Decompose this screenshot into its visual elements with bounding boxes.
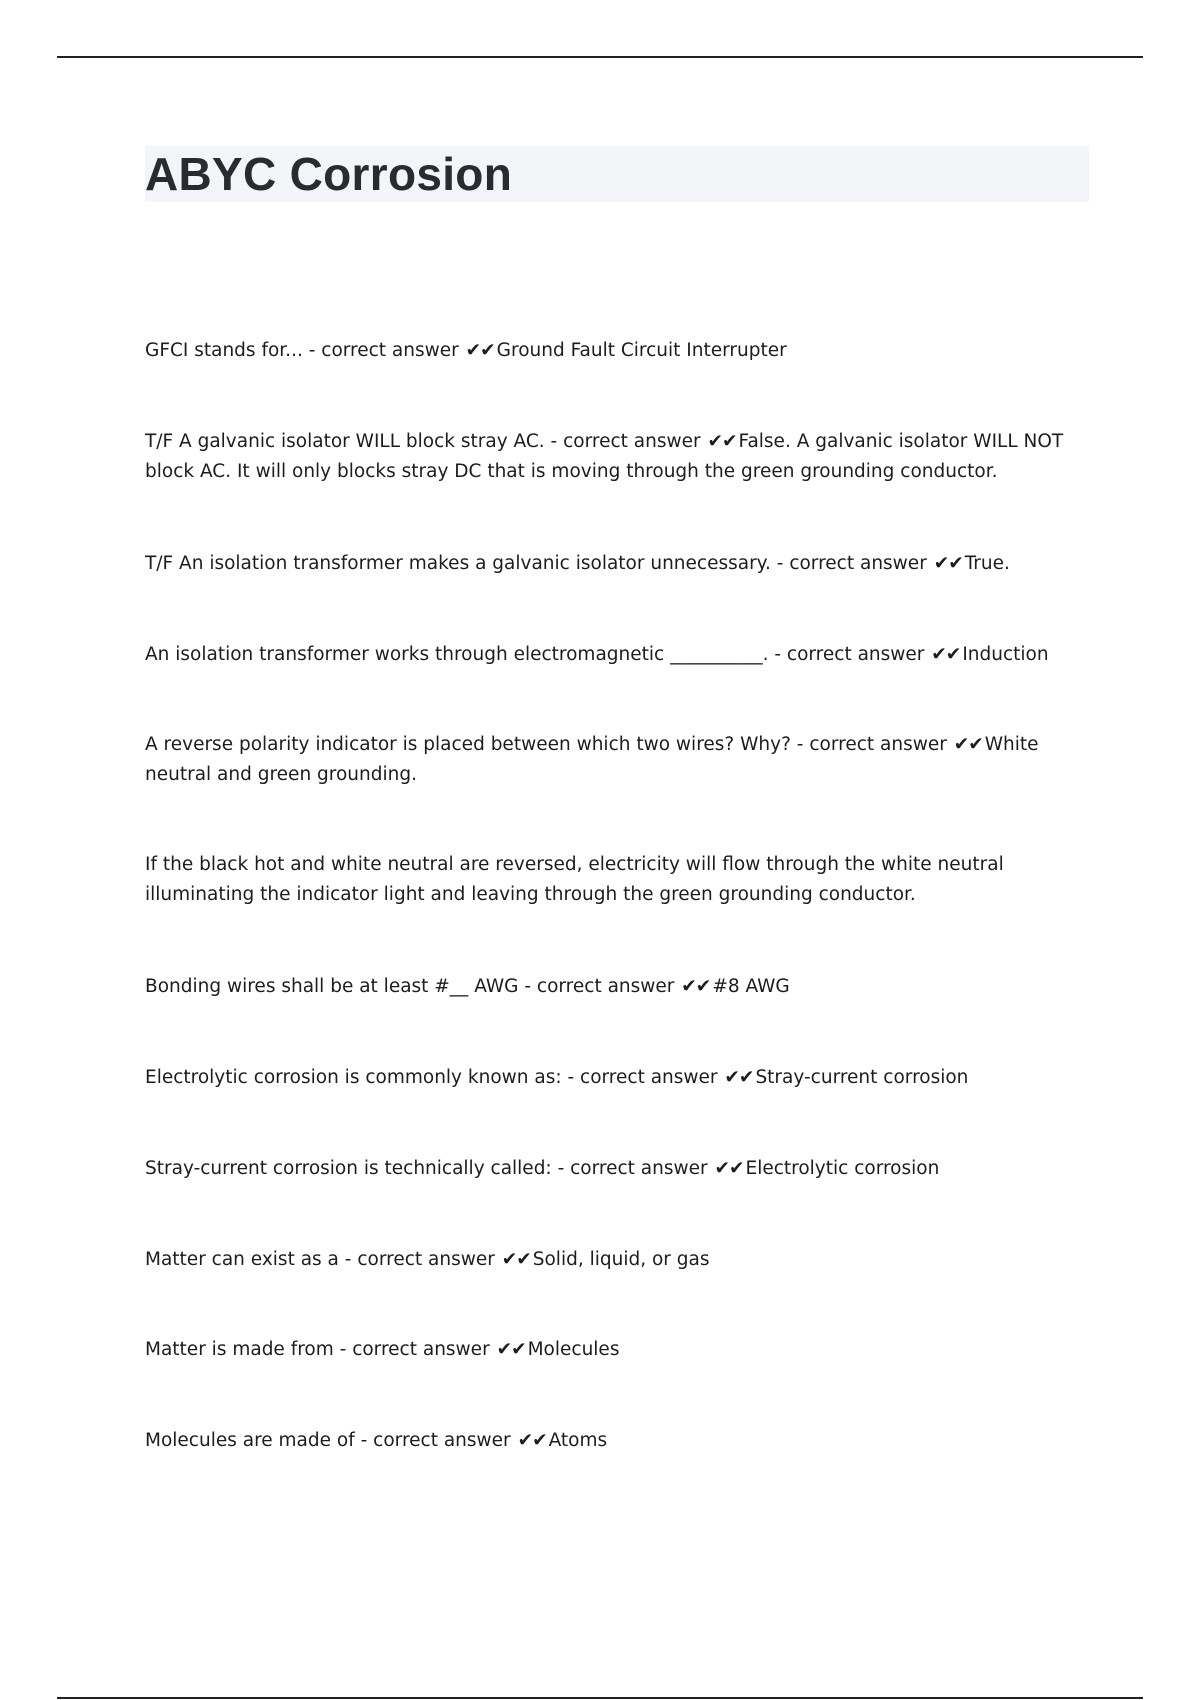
check-mark-icon: ✔✔ xyxy=(681,976,711,997)
bottom-rule xyxy=(57,1697,1143,1699)
question-text: Matter can exist as a xyxy=(145,1249,339,1270)
check-mark-icon: ✔✔ xyxy=(953,734,983,755)
check-mark-icon: ✔✔ xyxy=(496,1339,526,1360)
check-mark-icon: ✔✔ xyxy=(517,1430,547,1451)
question-text: GFCI stands for... xyxy=(145,340,303,361)
answer-text: Atoms xyxy=(548,1430,608,1451)
qa-item xyxy=(145,640,1095,670)
check-mark-icon: ✔✔ xyxy=(714,1158,744,1179)
answer-marker: - correct answer xyxy=(567,1067,718,1088)
qa-item xyxy=(145,549,1095,579)
check-mark-icon: ✔✔ xyxy=(465,340,495,361)
check-mark-icon: ✔✔ xyxy=(724,1067,754,1088)
qa-item xyxy=(145,1335,1095,1365)
qa-item xyxy=(145,730,1095,790)
answer-marker: - correct answer xyxy=(776,553,927,574)
answer-text: Induction xyxy=(962,644,1049,665)
top-rule xyxy=(57,56,1143,58)
answer-text: Solid, liquid, or gas xyxy=(532,1249,710,1270)
answer-text: White neutral and green grounding. xyxy=(145,734,1039,785)
answer-marker: - correct answer xyxy=(360,1430,511,1451)
qa-item xyxy=(145,1426,1095,1456)
qa-item xyxy=(145,1154,1095,1184)
question-text: T/F A galvanic isolator WILL block stray AC. xyxy=(145,431,545,452)
question-text: An isolation transformer works through electromagnetic __________. xyxy=(145,644,769,665)
answer-marker: - correct answer xyxy=(344,1249,495,1270)
question-text: Bonding wires shall be at least #__ AWG xyxy=(145,976,519,997)
answer-marker: - correct answer xyxy=(796,734,947,755)
answer-marker: - correct answer xyxy=(550,431,701,452)
question-text: Molecules are made of xyxy=(145,1430,355,1451)
answer-marker: - correct answer xyxy=(557,1158,708,1179)
qa-item xyxy=(145,427,1095,487)
answer-marker: - correct answer xyxy=(339,1339,490,1360)
explanation-paragraph: If the black hot and white neutral are reversed, electricity will flow through the white neutral illuminating the indicator light and leaving through the green grounding conductor. xyxy=(145,854,1004,905)
question-text: T/F An isolation transformer makes a galvanic isolator unnecessary. xyxy=(145,553,771,574)
answer-text: Electrolytic corrosion xyxy=(745,1158,940,1179)
check-mark-icon: ✔✔ xyxy=(707,431,737,452)
check-mark-icon: ✔✔ xyxy=(933,553,963,574)
answer-marker: - correct answer xyxy=(774,644,925,665)
qa-item xyxy=(145,336,1095,366)
document-title: ABYC Corrosion xyxy=(145,148,513,200)
qa-item xyxy=(145,1063,1095,1093)
qa-item xyxy=(145,972,1095,1002)
answer-text: Ground Fault Circuit Interrupter xyxy=(496,340,787,361)
answer-text: Stray-current corrosion xyxy=(755,1067,969,1088)
answer-marker: - correct answer xyxy=(308,340,459,361)
qa-item xyxy=(145,1245,1095,1275)
check-mark-icon: ✔✔ xyxy=(931,644,961,665)
question-text: Stray-current corrosion is technically called: xyxy=(145,1158,552,1179)
question-text: A reverse polarity indicator is placed between which two wires? Why? xyxy=(145,734,791,755)
answer-text: True. xyxy=(964,553,1010,574)
answer-text: #8 AWG xyxy=(712,976,790,997)
answer-marker: - correct answer xyxy=(524,976,675,997)
answer-text: False. A galvanic isolator WILL NOT block AC. It will only blocks stray DC that is moving through the green grounding conductor. xyxy=(145,431,1064,482)
question-text: Electrolytic corrosion is commonly known as: xyxy=(145,1067,562,1088)
check-mark-icon: ✔✔ xyxy=(501,1249,531,1270)
question-text: Matter is made from xyxy=(145,1339,334,1360)
answer-text: Molecules xyxy=(527,1339,620,1360)
